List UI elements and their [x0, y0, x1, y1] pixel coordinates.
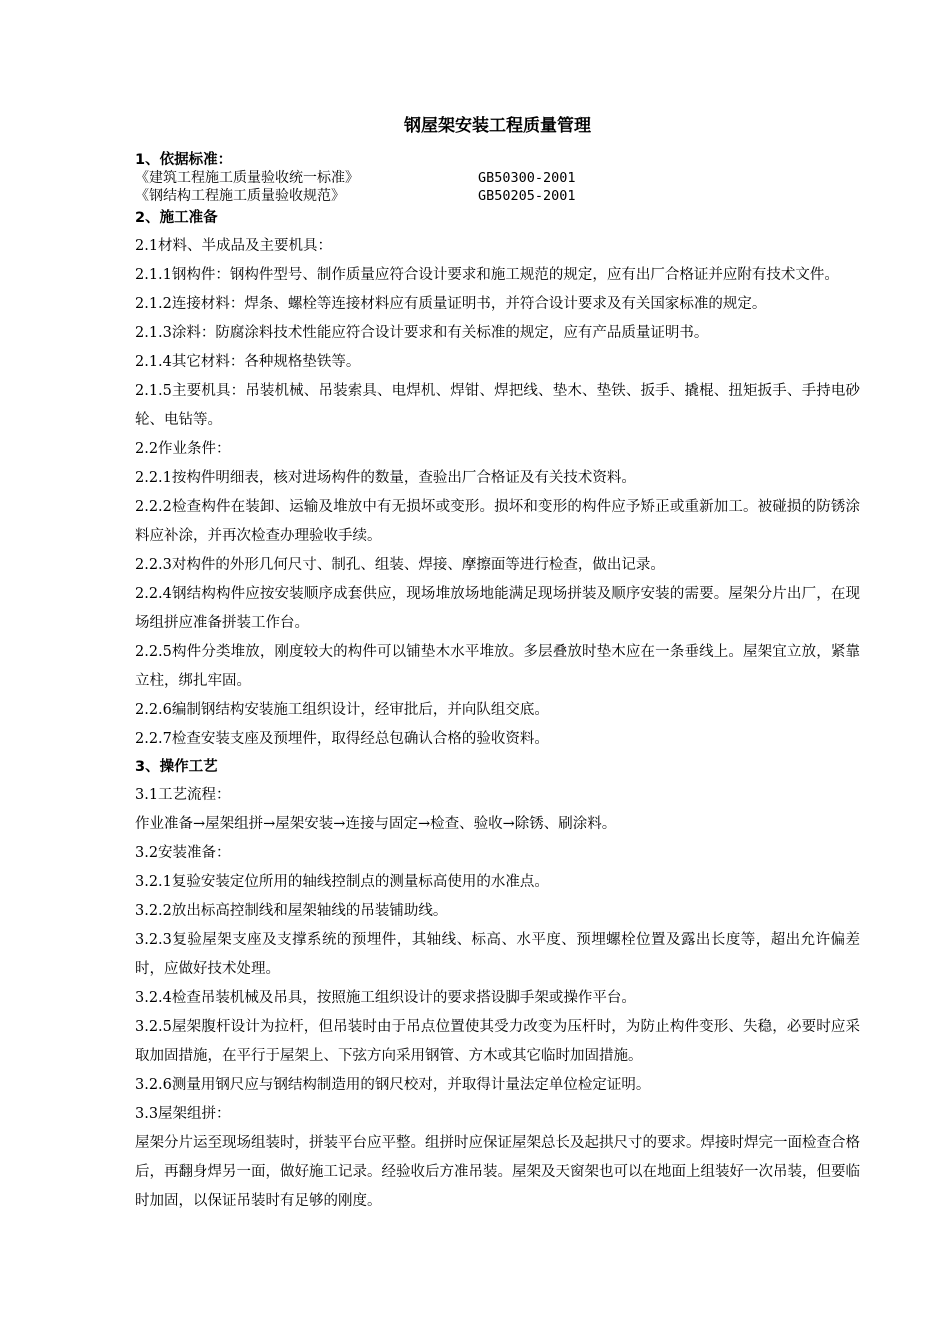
- paragraph: 2.1.1钢构件：钢构件型号、制作质量应符合设计要求和施工规范的规定，应有出厂合格证并应附有技术文件。: [135, 267, 839, 283]
- paragraph: 2.2.3对构件的外形几何尺寸、制孔、组装、焊接、摩擦面等进行检查，做出记录。: [135, 557, 665, 573]
- paragraph: 3.3屋架组拼：: [135, 1106, 231, 1122]
- standard-name: 《建筑工程施工质量验收统一标准》: [135, 170, 359, 186]
- paragraph: 3.2.4检查吊装机械及吊具，按照施工组织设计的要求搭设脚手架或操作平台。: [135, 990, 636, 1006]
- standard-code: GB50205-2001: [478, 188, 576, 204]
- paragraph: 2.2作业条件：: [135, 441, 231, 457]
- paragraph: 2.2.7检查安装支座及预埋件，取得经总包确认合格的验收资料。: [135, 731, 549, 747]
- paragraph: 3.1工艺流程：: [135, 787, 231, 803]
- paragraph: 2.1.5主要机具：吊装机械、吊装索具、电焊机、焊钳、焊把线、垫木、垫铁、扳手、撬棍、扭矩扳手、手持电砂轮、电钻等。: [135, 383, 860, 428]
- paragraph: 2.2.4钢结构构件应按安装顺序成套供应，现场堆放场地能满足现场拼装及顺序安装的需要。屋架分片出厂，在现场组拼应准备拼装工作台。: [135, 586, 860, 631]
- paragraph: 3.2.2放出标高控制线和屋架轴线的吊装铺助线。: [135, 903, 448, 919]
- paragraph: 2.2.6编制钢结构安装施工组织设计，经审批后，并向队组交底。: [135, 702, 549, 718]
- paragraph: 3.2安装准备：: [135, 845, 231, 861]
- section-heading-basis: 1、依据标准：: [135, 152, 233, 168]
- paragraph: 2.2.2检查构件在装卸、运输及堆放中有无损坏或变形。损坏和变形的构件应予矫正或重新加工。被碰损的防锈涂料应补涂，并再次检查办理验收手续。: [135, 499, 860, 544]
- paragraph: 2.1.3涂料：防腐涂料技术性能应符合设计要求和有关标准的规定，应有产品质量证明书。: [135, 325, 709, 341]
- paragraph: 3.2.1复验安装定位所用的轴线控制点的测量标高使用的水准点。: [135, 874, 549, 890]
- standard-row: [135, 187, 860, 205]
- standard-row: [135, 169, 860, 187]
- paragraph: 2.1.2连接材料：焊条、螺栓等连接材料应有质量证明书，并符合设计要求及有关国家标准的规定。: [135, 296, 767, 312]
- standard-name: 《钢结构工程施工质量验收规范》: [135, 188, 345, 204]
- section-heading-process: 3、操作工艺: [135, 759, 218, 775]
- section-heading-preparation: 2、施工准备: [135, 210, 218, 226]
- paragraph: 2.1材料、半成品及主要机具：: [135, 238, 333, 254]
- paragraph: 2.2.1按构件明细表，核对进场构件的数量，查验出厂合格证及有关技术资料。: [135, 470, 636, 486]
- document-title: 钢屋架安装工程质量管理: [404, 116, 591, 136]
- paragraph: 3.2.6测量用钢尺应与钢结构制造用的钢尺校对，并取得计量法定单位检定证明。: [135, 1077, 651, 1093]
- document-page: [135, 113, 860, 1216]
- paragraph: 2.1.4其它材料：各种规格垫铁等。: [135, 354, 361, 370]
- paragraph: 2.2.5构件分类堆放，刚度较大的构件可以铺垫木水平堆放。多层叠放时垫木应在一条垂线上。屋架宜立放，紧靠立柱，绑扎牢固。: [135, 644, 860, 689]
- paragraph: 屋架分片运至现场组装时，拼装平台应平整。组拼时应保证屋架总长及起拱尺寸的要求。焊接时焊完一面检查合格后，再翻身焊另一面，做好施工记录。经验收后方准吊装。屋架及天窗架也可以在地面上组装好一次吊装，但要临时加固，以保证吊装时有足够的刚度。: [135, 1135, 860, 1209]
- standard-code: GB50300-2001: [478, 170, 576, 186]
- paragraph: 作业准备→屋架组拼→屋架安装→连接与固定→检查、验收→除锈、刷涂料。: [135, 816, 617, 832]
- paragraph: 3.2.5屋架腹杆设计为拉杆，但吊装时由于吊点位置使其受力改变为压杆时，为防止构件变形、失稳，必要时应采取加固措施，在平行于屋架上、下弦方向采用钢管、方木或其它临时加固措施。: [135, 1019, 860, 1064]
- paragraph: 3.2.3复验屋架支座及支撑系统的预埋件，其轴线、标高、水平度、预埋螺栓位置及露出长度等，超出允许偏差时，应做好技术处理。: [135, 932, 860, 977]
